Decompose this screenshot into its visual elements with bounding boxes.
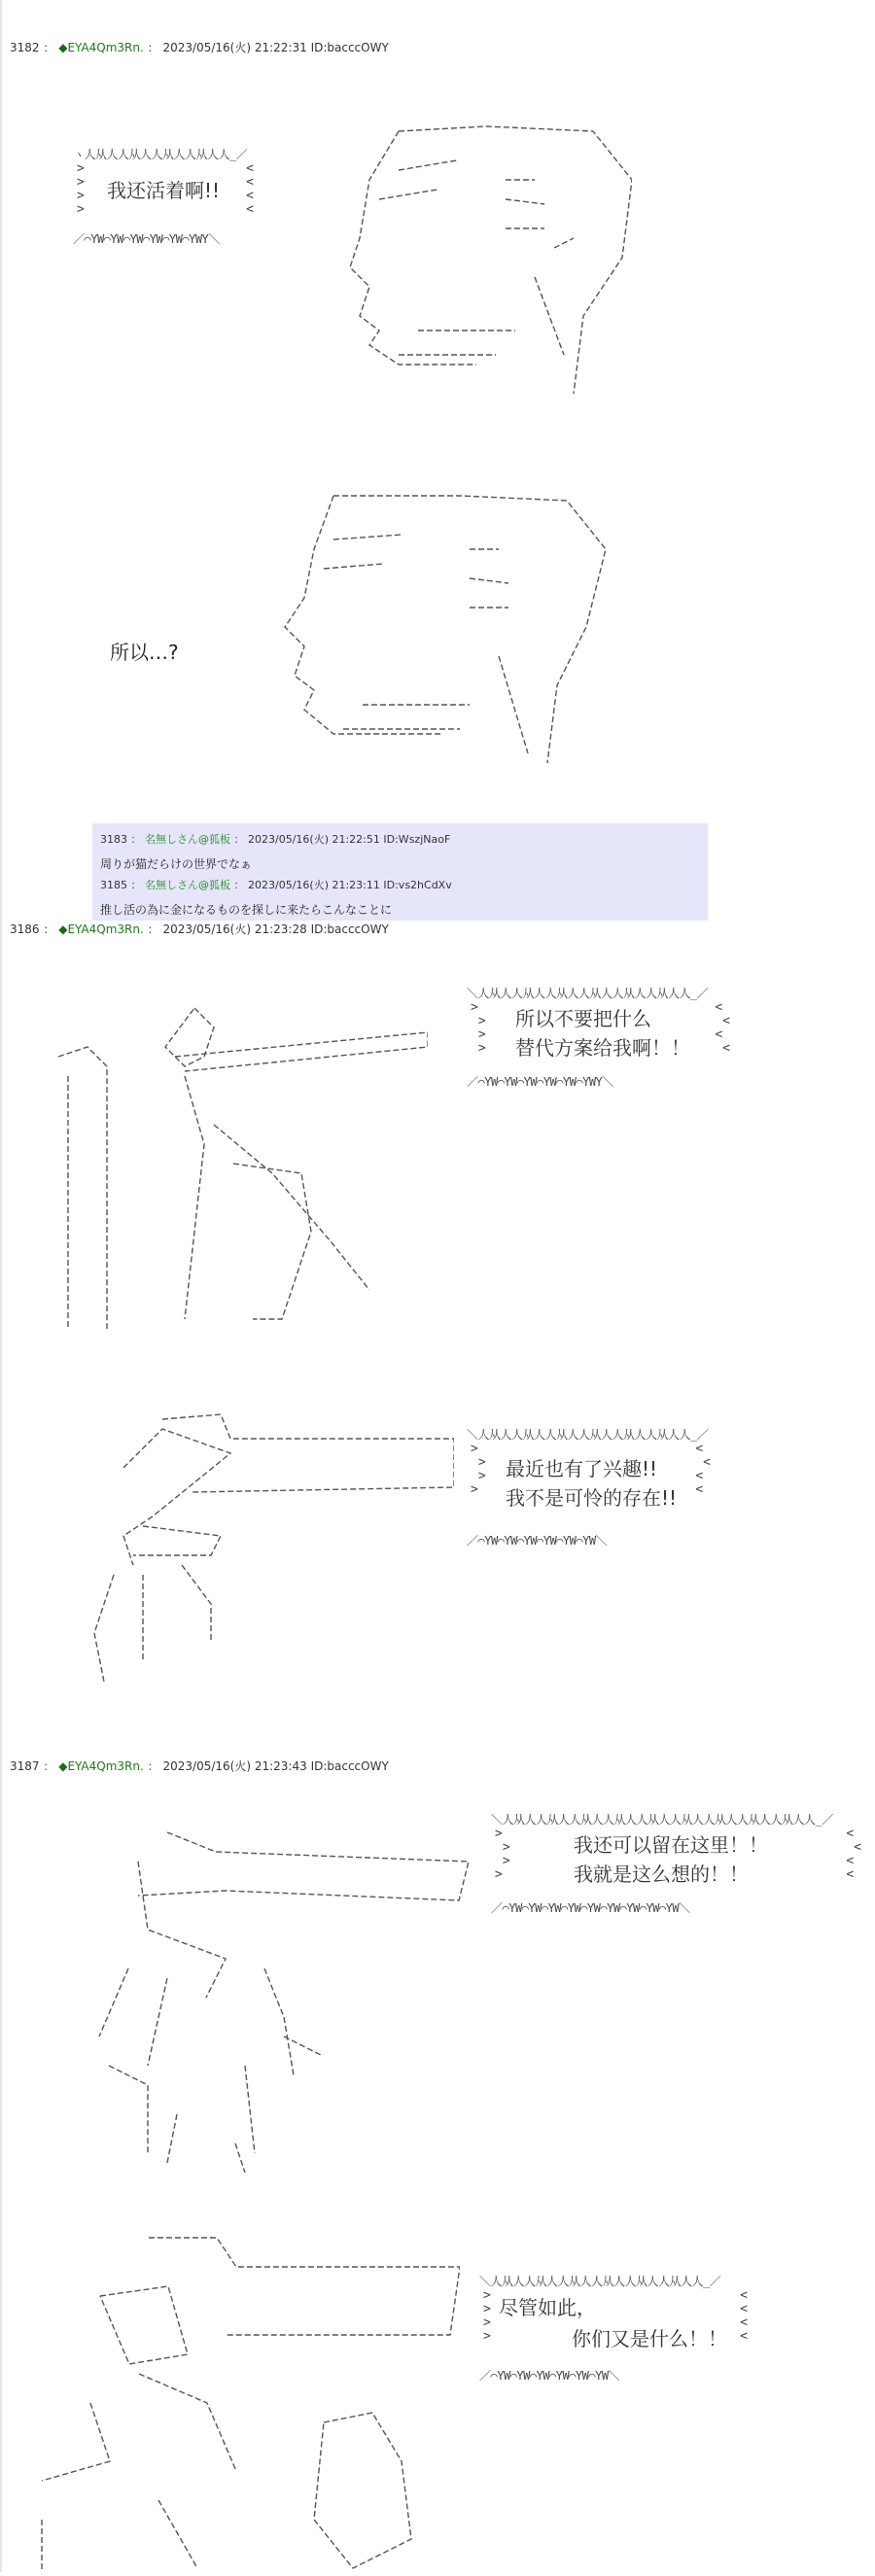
bubble-right-edge: < < < < bbox=[715, 1000, 730, 1056]
bubble-right-edge: < < < < bbox=[846, 1827, 861, 1882]
bubble-text: 所以不要把什么 bbox=[515, 1007, 651, 1030]
separator: ： bbox=[43, 1759, 55, 1773]
bubble-text: 我还活着啊!! bbox=[107, 179, 221, 202]
narration-text: 所以…? bbox=[110, 641, 179, 664]
separator: ： bbox=[43, 922, 55, 936]
reply-number[interactable]: 3183 bbox=[100, 833, 127, 846]
bubble-text: 我就是这么想的！！ bbox=[574, 1862, 749, 1886]
bubble-left-edge: > > > > bbox=[471, 1442, 486, 1497]
reply-name: 名無しさん@狐板 bbox=[145, 879, 230, 891]
bubble-bottom-edge: ／⌒YW⌒YW⌒YW⌒YW⌒YW⌒YW＼ bbox=[467, 1534, 608, 1548]
speech-bubble bbox=[467, 985, 734, 1090]
reply-message: 推し活の為に金になるものを探しに来たらこんなことに bbox=[100, 903, 393, 917]
bubble-top-edge: ＼人从人人从人人从人人从人人从人人从人人_／ bbox=[479, 2275, 721, 2288]
bubble-right-edge: < < < < bbox=[740, 2288, 748, 2344]
separator: ： bbox=[147, 922, 159, 936]
bubble-left-edge: > > > > bbox=[483, 2288, 491, 2344]
ascii-art-face-profile bbox=[275, 491, 615, 768]
separator: ： bbox=[147, 1759, 159, 1773]
separator: ： bbox=[147, 41, 159, 54]
reply-date: 2023/05/16(火) 21:22:51 bbox=[248, 833, 380, 846]
reply-3185: 3185 ： 名無しさん@狐板 ： 2023/05/16(火) 21:23:11 ID:vs2hCdXv 推し活の為に金になるものを探しに来たらこんなことに bbox=[100, 879, 452, 917]
poster-name[interactable]: EYA4Qm3Rn. bbox=[67, 41, 144, 54]
ascii-art-face-profile bbox=[340, 122, 632, 399]
trip-diamond-icon: ◆ bbox=[58, 41, 68, 54]
poster-name[interactable]: EYA4Qm3Rn. bbox=[67, 1759, 144, 1773]
trip-diamond-icon: ◆ bbox=[58, 1759, 68, 1773]
bubble-top-edge: ＼人从人人从人人从人人从人人从人人从人人从人人从人人从人人_／ bbox=[491, 1813, 833, 1827]
post-header-3187 bbox=[10, 1758, 389, 1774]
reply-number[interactable]: 3185 bbox=[100, 879, 127, 891]
post-number: 3182 bbox=[10, 41, 40, 54]
bubble-left-edge: > > > > bbox=[77, 161, 85, 217]
bubble-text: 尽管如此， bbox=[499, 2296, 596, 2319]
reply-name: 名無しさん@狐板 bbox=[145, 833, 230, 846]
post-number: 3186 bbox=[10, 922, 40, 936]
left-border bbox=[0, 0, 2, 2572]
bubble-bottom-edge: ／⌒YW⌒YW⌒YW⌒YW⌒YW⌒YWY＼ bbox=[467, 1075, 613, 1089]
post-date: 2023/05/16(火) 21:23:43 bbox=[162, 1759, 307, 1773]
bubble-bottom-edge: ／⌒YW⌒YW⌒YW⌒YW⌒YW⌒YWY＼ bbox=[73, 232, 220, 246]
ascii-art-figure-with-blade bbox=[89, 1823, 469, 2173]
reply-3183: 3183 ： 名無しさん@狐板 ： 2023/05/16(火) 21:22:51 ID:WszjNaoF 周りが猫だらけの世界でなぁ bbox=[100, 833, 451, 871]
post-date: 2023/05/16(火) 21:22:31 bbox=[162, 41, 307, 54]
post-number: 3187 bbox=[10, 1759, 40, 1773]
bubble-bottom-edge: ／⌒YW⌒YW⌒YW⌒YW⌒YW⌒YW⌒YW⌒YW⌒YW＼ bbox=[491, 1901, 690, 1915]
post-header-3186 bbox=[10, 921, 389, 937]
bubble-text: 你们又是什么！！ bbox=[572, 2327, 727, 2350]
reply-date: 2023/05/16(火) 21:23:11 bbox=[248, 879, 380, 891]
bubble-text: 最近也有了兴趣!! bbox=[506, 1457, 658, 1480]
bubble-top-edge: ＼人从人人从人人从人人从人人从人人从人人_／ bbox=[467, 987, 709, 1000]
poster-name[interactable]: EYA4Qm3Rn. bbox=[67, 922, 144, 936]
bubble-text: 我不是可怜的存在!! bbox=[506, 1486, 678, 1510]
bubble-bottom-edge: ／⌒YW⌒YW⌒YW⌒YW⌒YW⌒YW＼ bbox=[479, 2369, 620, 2383]
reply-message: 周りが猫だらけの世界でなぁ bbox=[100, 857, 253, 871]
reply-id: ID:vs2hCdXv bbox=[383, 879, 452, 891]
bubble-text: 替代方案给我啊！！ bbox=[515, 1036, 690, 1060]
ascii-art-figure-with-gun bbox=[65, 1410, 454, 1687]
bubble-left-edge: > > > > bbox=[495, 1827, 510, 1882]
speech-bubble bbox=[467, 1426, 715, 1549]
bubble-right-edge: < < < < bbox=[246, 161, 254, 217]
bubble-right-edge: < < < < bbox=[695, 1442, 711, 1497]
speech-bubble bbox=[73, 146, 258, 247]
ascii-art-figure-with-cat bbox=[32, 2228, 460, 2572]
poster-id: ID:baccсOWY bbox=[310, 41, 389, 54]
bubble-top-edge: ヽ人从人人从人人从人人从人人_／ bbox=[73, 148, 248, 161]
bubble-text: 我还可以留在这里！！ bbox=[574, 1833, 768, 1857]
speech-bubble bbox=[479, 2273, 752, 2384]
reply-id: ID:WszjNaoF bbox=[383, 833, 451, 846]
post-header-3182 bbox=[10, 39, 389, 55]
bubble-left-edge: > > > > bbox=[471, 1000, 486, 1056]
ascii-art-figure-with-weapon bbox=[49, 989, 428, 1339]
post-date: 2023/05/16(火) 21:23:28 bbox=[162, 922, 307, 936]
trip-diamond-icon: ◆ bbox=[58, 922, 68, 936]
poster-id: ID:baccсOWY bbox=[310, 922, 389, 936]
bubble-top-edge: ＼人从人人从人人从人人从人人从人人从人人_／ bbox=[467, 1428, 709, 1442]
separator: ： bbox=[43, 41, 55, 54]
quoted-replies-box bbox=[92, 823, 708, 921]
poster-id: ID:baccсOWY bbox=[310, 1759, 389, 1773]
speech-bubble bbox=[491, 1811, 865, 1916]
